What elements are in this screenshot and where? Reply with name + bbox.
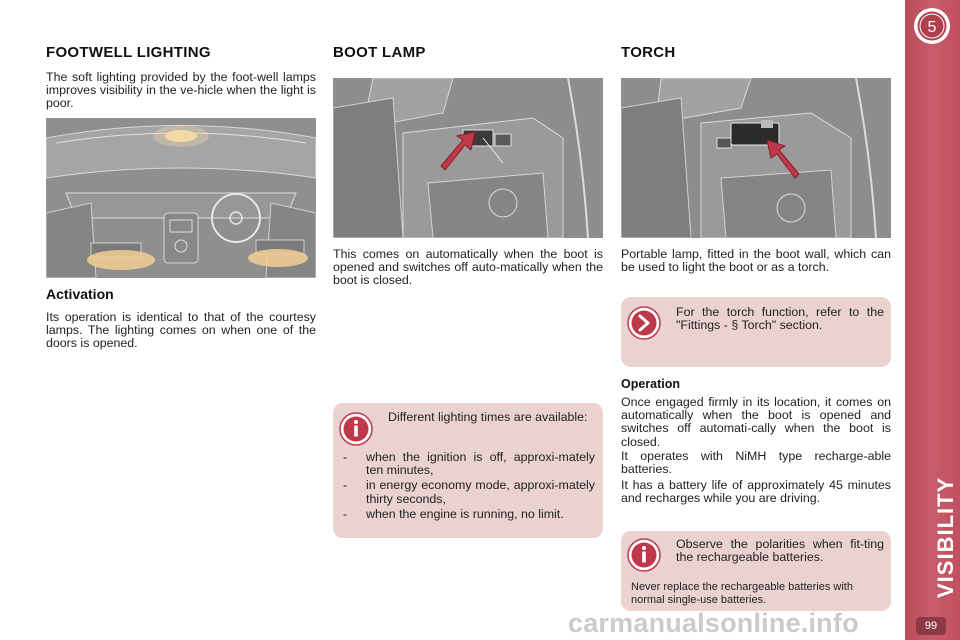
footwell-lighting-title: FOOTWELL LIGHTING: [46, 44, 211, 61]
footwell-illustration: [46, 118, 316, 278]
chapter-number-badge: [912, 6, 952, 46]
activation-heading: Activation: [46, 286, 114, 302]
battery-warning-box: [621, 531, 891, 611]
lighting-times-list: [341, 451, 595, 523]
lighting-times-info-box: [333, 403, 603, 538]
chapter-number: 5: [927, 19, 937, 36]
torch-reference-box: [621, 297, 891, 367]
list-item: - when the engine is running, no limit.: [341, 508, 595, 521]
chevron-right-icon: [626, 305, 662, 341]
torch-text: Portable lamp, fitted in the boot wall, which can be used to light the boot or as a torch.: [621, 247, 891, 275]
operation-paragraph: It has a battery life of approximately 45 minutes and recharges while you are driving.: [621, 478, 891, 506]
operation-paragraph: It operates with NiMH type recharge-able batteries.: [621, 449, 891, 477]
list-item: - in energy economy mode, approxi-mately thirty seconds,: [341, 479, 595, 505]
boot-lamp-illustration: [333, 78, 603, 238]
activation-text: Its operation is identical to that of the courtesy lamps. The lighting comes on when one of the doors is opened.: [46, 310, 316, 351]
page-number: 99: [916, 617, 946, 635]
torch-reference-text: For the torch function, refer to the "Fittings - § Torch" section.: [676, 305, 884, 333]
info-icon: [338, 411, 374, 447]
operation-heading: Operation: [621, 377, 681, 391]
battery-warning-note: Never replace the rechargeable batteries with normal single-use batteries.: [631, 581, 853, 606]
info-icon: [626, 537, 662, 573]
list-item: - when the ignition is off, approxi-mately ten minutes,: [341, 451, 595, 477]
watermark: carmanualsonline.info: [568, 608, 859, 638]
torch-illustration: [621, 78, 891, 238]
boot-lamp-title: BOOT LAMP: [333, 44, 426, 61]
torch-title: TORCH: [621, 44, 676, 61]
section-vertical-title: VISIBILITY: [933, 476, 958, 598]
lighting-times-intro: Different lighting times are available:: [388, 410, 588, 424]
operation-paragraph: Once engaged firmly in its location, it comes on automatically when the boot is opened and switches off automati-cally when the boot is closed.: [621, 395, 891, 449]
boot-lamp-text: This comes on automatically when the boot is opened and switches off auto-matically when the boot is closed.: [333, 247, 603, 288]
battery-warning-text: Observe the polarities when fit-ting the rechargeable batteries.: [676, 537, 884, 565]
footwell-intro-text: The soft lighting provided by the foot-well lamps improves visibility in the ve-hicle when the light is poor.: [46, 70, 316, 111]
